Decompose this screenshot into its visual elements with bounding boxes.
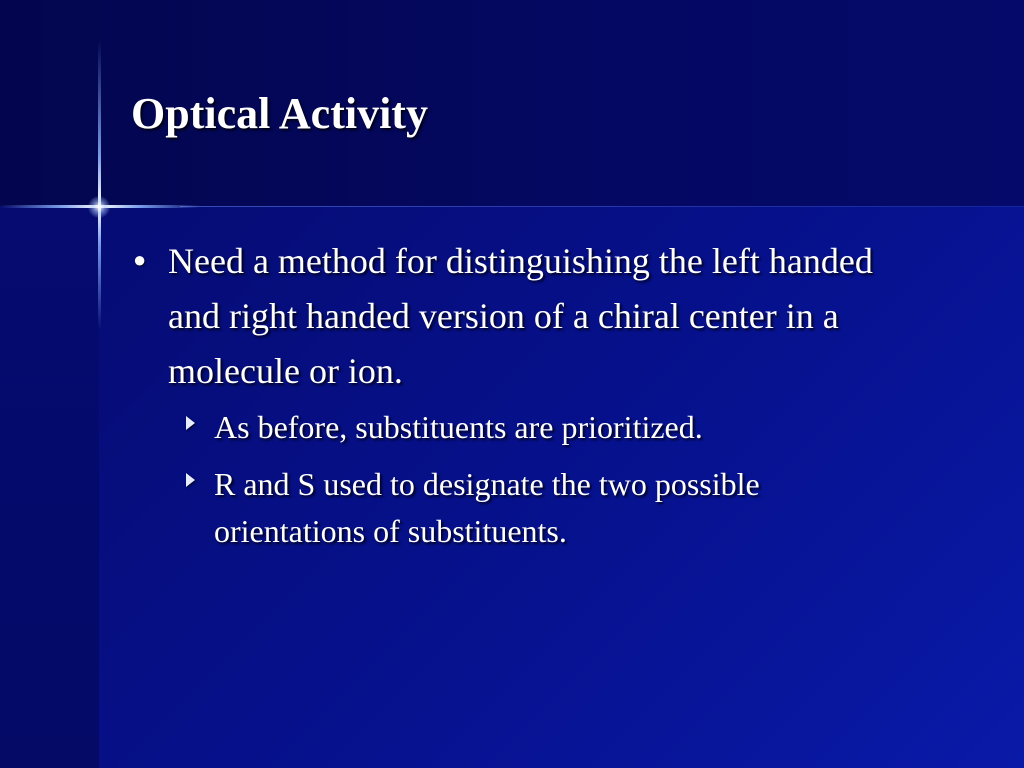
bullet-dot-icon: ● (133, 247, 147, 272)
sub-bullet-text: As before, substituents are prioritized. (214, 409, 703, 445)
star-glow-icon (88, 196, 110, 218)
left-panel (0, 206, 99, 768)
vertical-light-line (98, 40, 101, 330)
sub-bullet-text: R and S used to designate the two possible orientations of substituents. (214, 466, 760, 549)
slide-title: Optical Activity (131, 89, 428, 138)
bullet-text: Need a method for distinguishing the left handed and right handed version of a chiral center in a molecule or ion. (168, 241, 873, 391)
divider-line (180, 206, 1024, 207)
sub-bullet-arrow-icon (186, 416, 195, 430)
sub-bullet-arrow-icon (186, 473, 195, 487)
